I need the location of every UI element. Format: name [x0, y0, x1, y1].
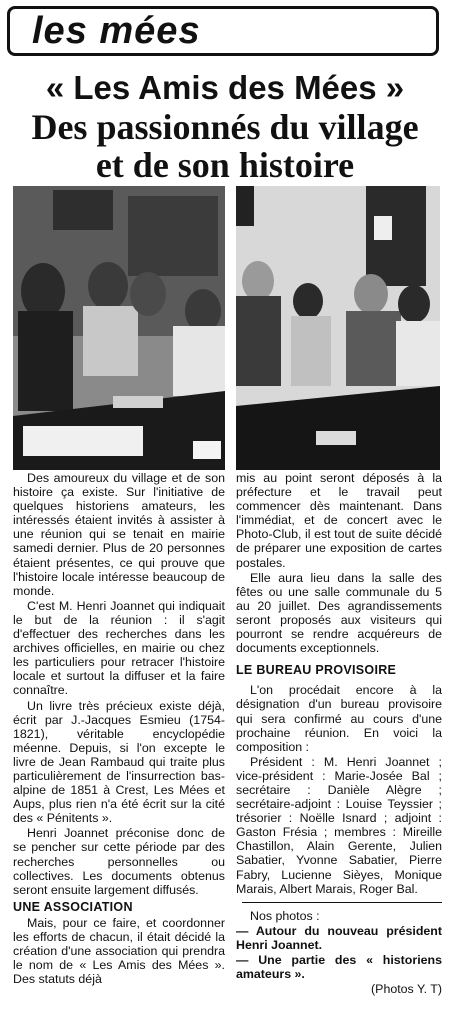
photo-meeting-left-icon [13, 186, 225, 470]
left-paragraph-5: Mais, pour ce faire, et coordonner les efforts de chacun, il était décidé la création d'une association qui prendra le nom de « Les Amis des Mées ». Des statuts déjà [13, 915, 225, 987]
left-paragraph-1: Des amoureux du village et de son histoire ça existe. Sur l'initiative de quelques historiens amateurs, les intéressés étaient invités à assister à une réunion qui se tenait en mairie samedi dernier. Plus de 20 personnes étaient présentes, ce qui prouve que l'histoire locale intéresse beaucoup de monde. [13, 471, 225, 598]
section-title: les mées [32, 10, 201, 52]
caption-1: — Autour du nouveau président Henri Joannet. [236, 923, 442, 952]
right-paragraph-2: Elle aura lieu dans la salle des fêtes ou une salle communale du 5 au 20 juillet. Des agrandissements seront proposés aux visiteurs qui pourront se rendre acquéreurs de documents exceptionnels. [236, 570, 442, 656]
photo-meeting-right [236, 186, 440, 470]
subhead-association: UNE ASSOCIATION [13, 899, 133, 914]
left-paragraph-4: Henri Joannet préconise donc de se pencher sur cette période par des recherches personnelles ou collectives. Les documents obtenus seront ensuite largement diffusés. [13, 826, 225, 897]
section-banner [7, 6, 439, 56]
caption-intro: Nos photos : [250, 908, 320, 923]
caption-2: — Une partie des « historiens amateurs ». [236, 953, 442, 982]
subheadline-line-2: et de son histoire [95, 145, 355, 185]
caption-divider [242, 902, 442, 903]
right-paragraph-1: mis au point seront déposés à la préfecture et le travail peut commencer dès maintenant. Dans l'immédiat, et de concert avec le Photo-Club, il est tout de suite décidé de préparer une exposition de cartes postales. [236, 471, 442, 570]
photo-meeting-left [13, 186, 225, 470]
subheadline-line-1: Des passionnés du village [31, 107, 419, 147]
left-paragraph-2: C'est M. Henri Joannet qui indiquait le but de la réunion : il s'agit d'effectuer des recherches dans les archives officielles, en mairie ou chez les particuliers pour retracer l'histoire locale et surtout la diffuser et la faire connaître. [13, 598, 225, 698]
right-paragraph-3: L'on procédait encore à la désignation d'un bureau provisoire qui sera confirmé au cours d'une prochaine réunion. En voici la composition : [236, 683, 442, 754]
photo-meeting-right-icon [236, 186, 440, 470]
photo-credit: (Photos Y. T) [371, 982, 442, 997]
headline: « Les Amis des Mées » [45, 69, 405, 106]
subhead-bureau: LE BUREAU PROVISOIRE [236, 663, 397, 678]
left-column [13, 471, 225, 986]
right-column [236, 471, 442, 996]
right-paragraph-4: Président : M. Henri Joannet ; vice-président : Marie-Josée Bal ; secrétaire : Danièle Alègre ; secrétaire-adjoint : Louise Teyssier ; trésorier : Noëlle Isnard ; adjoint : Gaston Frésia ; membres : Mireille Chastillon, Alain Gerente, Julien Sabatier, Yvonne Sabatier, Pierre Fabry, Lucienne Sièyes, Monique Marais, Albert Marais, Roger Bal. [236, 754, 442, 896]
left-paragraph-3: Un livre très précieux existe déjà, écrit par J.-Jacques Esmieu (1754-1821), véritable encyclopédie méenne. Depuis, si l'on excepte le livre de Jean Rambaud qui traite plus particulièrement de l'insurrection bas-alpine de 1851 à Crest, Les Mées et Aups, plus rien n'a été écrit sur la cité des « Pénitents ». [13, 698, 225, 826]
